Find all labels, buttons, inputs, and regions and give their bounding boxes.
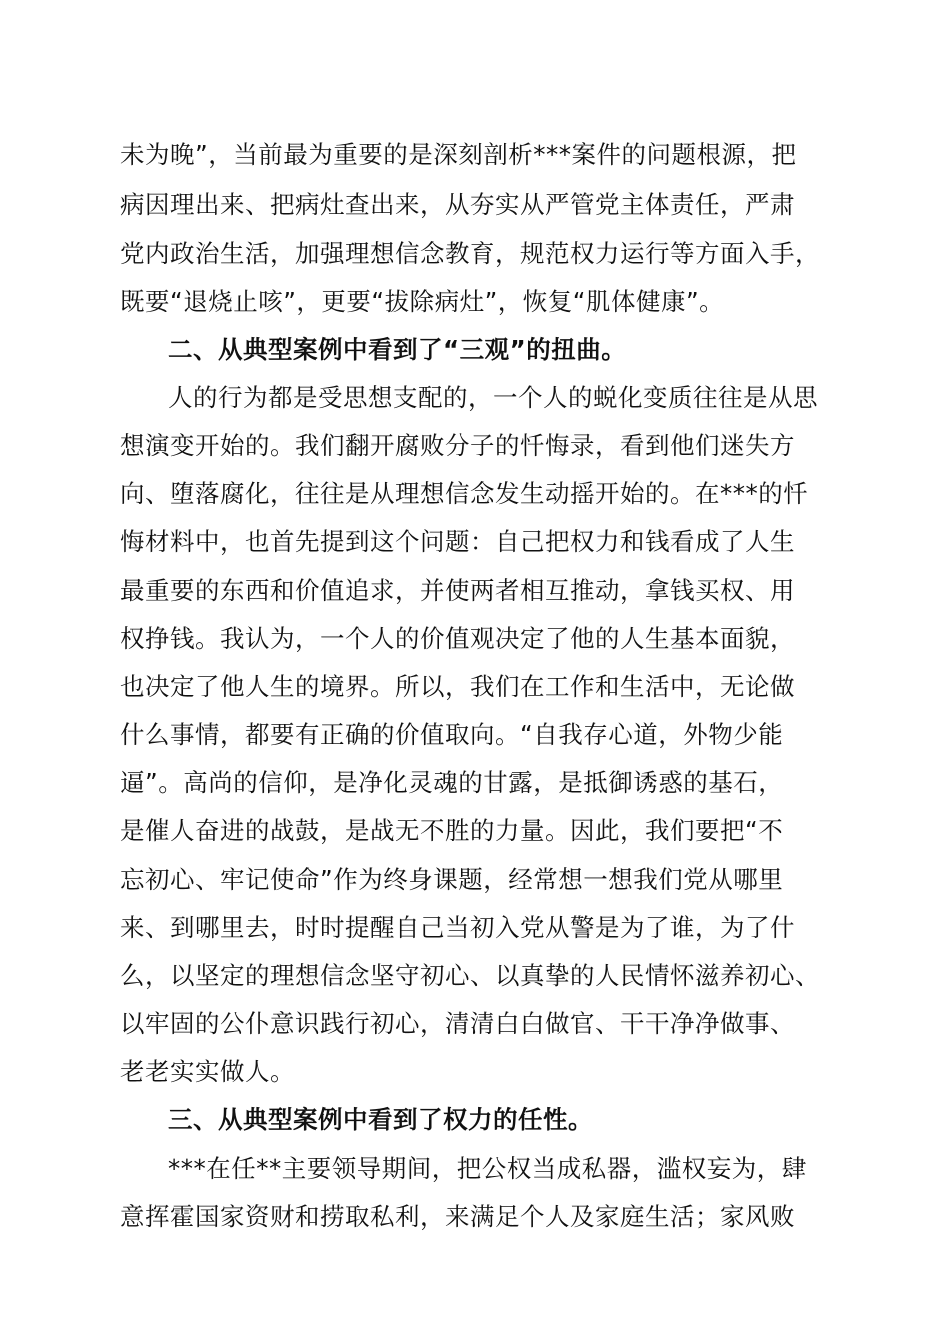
section-heading-3: 三、从典型案例中看到了权力的任性。 <box>168 1105 593 1134</box>
text-line: 悔材料中，也首先提到这个问题：自己把权力和钱看成了人生 <box>120 527 795 556</box>
text-line: 最重要的东西和价值追求，并使两者相互推动，拿钱买权、用 <box>120 576 795 605</box>
text-line: 既要“退烧止咳”，更要“拔除病灶”，恢复“肌体健康”。 <box>120 287 725 316</box>
text-line: 权挣钱。我认为，一个人的价值观决定了他的人生基本面貌， <box>120 624 795 653</box>
text-line: 逼”。高尚的信仰，是净化灵魂的甘露，是抵御诱惑的基石， <box>120 768 784 797</box>
text-line: 忘初心、牢记使命”作为终身课题，经常想一想我们党从哪里 <box>120 865 784 894</box>
text-line: 意挥霍国家资财和捞取私利，来满足个人及家庭生活；家风败 <box>120 1202 795 1231</box>
text-line: 么，以坚定的理想信念坚守初心、以真挚的人民情怀滋养初心、 <box>120 961 820 990</box>
text-line: 未为晚”，当前最为重要的是深刻剖析***案件的问题根源，把 <box>120 140 797 169</box>
paragraph-first-line: 人的行为都是受思想支配的，一个人的蜕化变质往往是从思 <box>168 383 818 412</box>
section-heading-2: 二、从典型案例中看到了“三观”的扭曲。 <box>168 335 627 364</box>
text-line: 老老实实做人。 <box>120 1057 295 1086</box>
text-line: 也决定了他人生的境界。所以，我们在工作和生活中，无论做 <box>120 672 795 701</box>
text-line: 党内政治生活，加强理想信念教育，规范权力运行等方面入手， <box>120 239 820 268</box>
paragraph-first-line: ***在任**主要领导期间，把公权当成私器，滥权妄为，肆 <box>168 1154 807 1183</box>
text-line: 以牢固的公仆意识践行初心，清清白白做官、干干净净做事、 <box>120 1009 795 1038</box>
text-line: 向、堕落腐化，往往是从理想信念发生动摇开始的。在***的忏 <box>120 479 809 508</box>
text-line: 来、到哪里去，时时提醒自己当初入党从警是为了谁，为了什 <box>120 913 795 942</box>
text-line: 病因理出来、把病灶查出来，从夯实从严管党主体责任，严肃 <box>120 190 795 219</box>
text-line: 什么事情，都要有正确的价值取向。“自我存心道，外物少能 <box>120 720 784 749</box>
text-line: 想演变开始的。我们翻开腐败分子的忏悔录，看到他们迷失方 <box>120 431 795 460</box>
text-line: 是催人奋进的战鼓，是战无不胜的力量。因此，我们要把“不 <box>120 816 784 845</box>
